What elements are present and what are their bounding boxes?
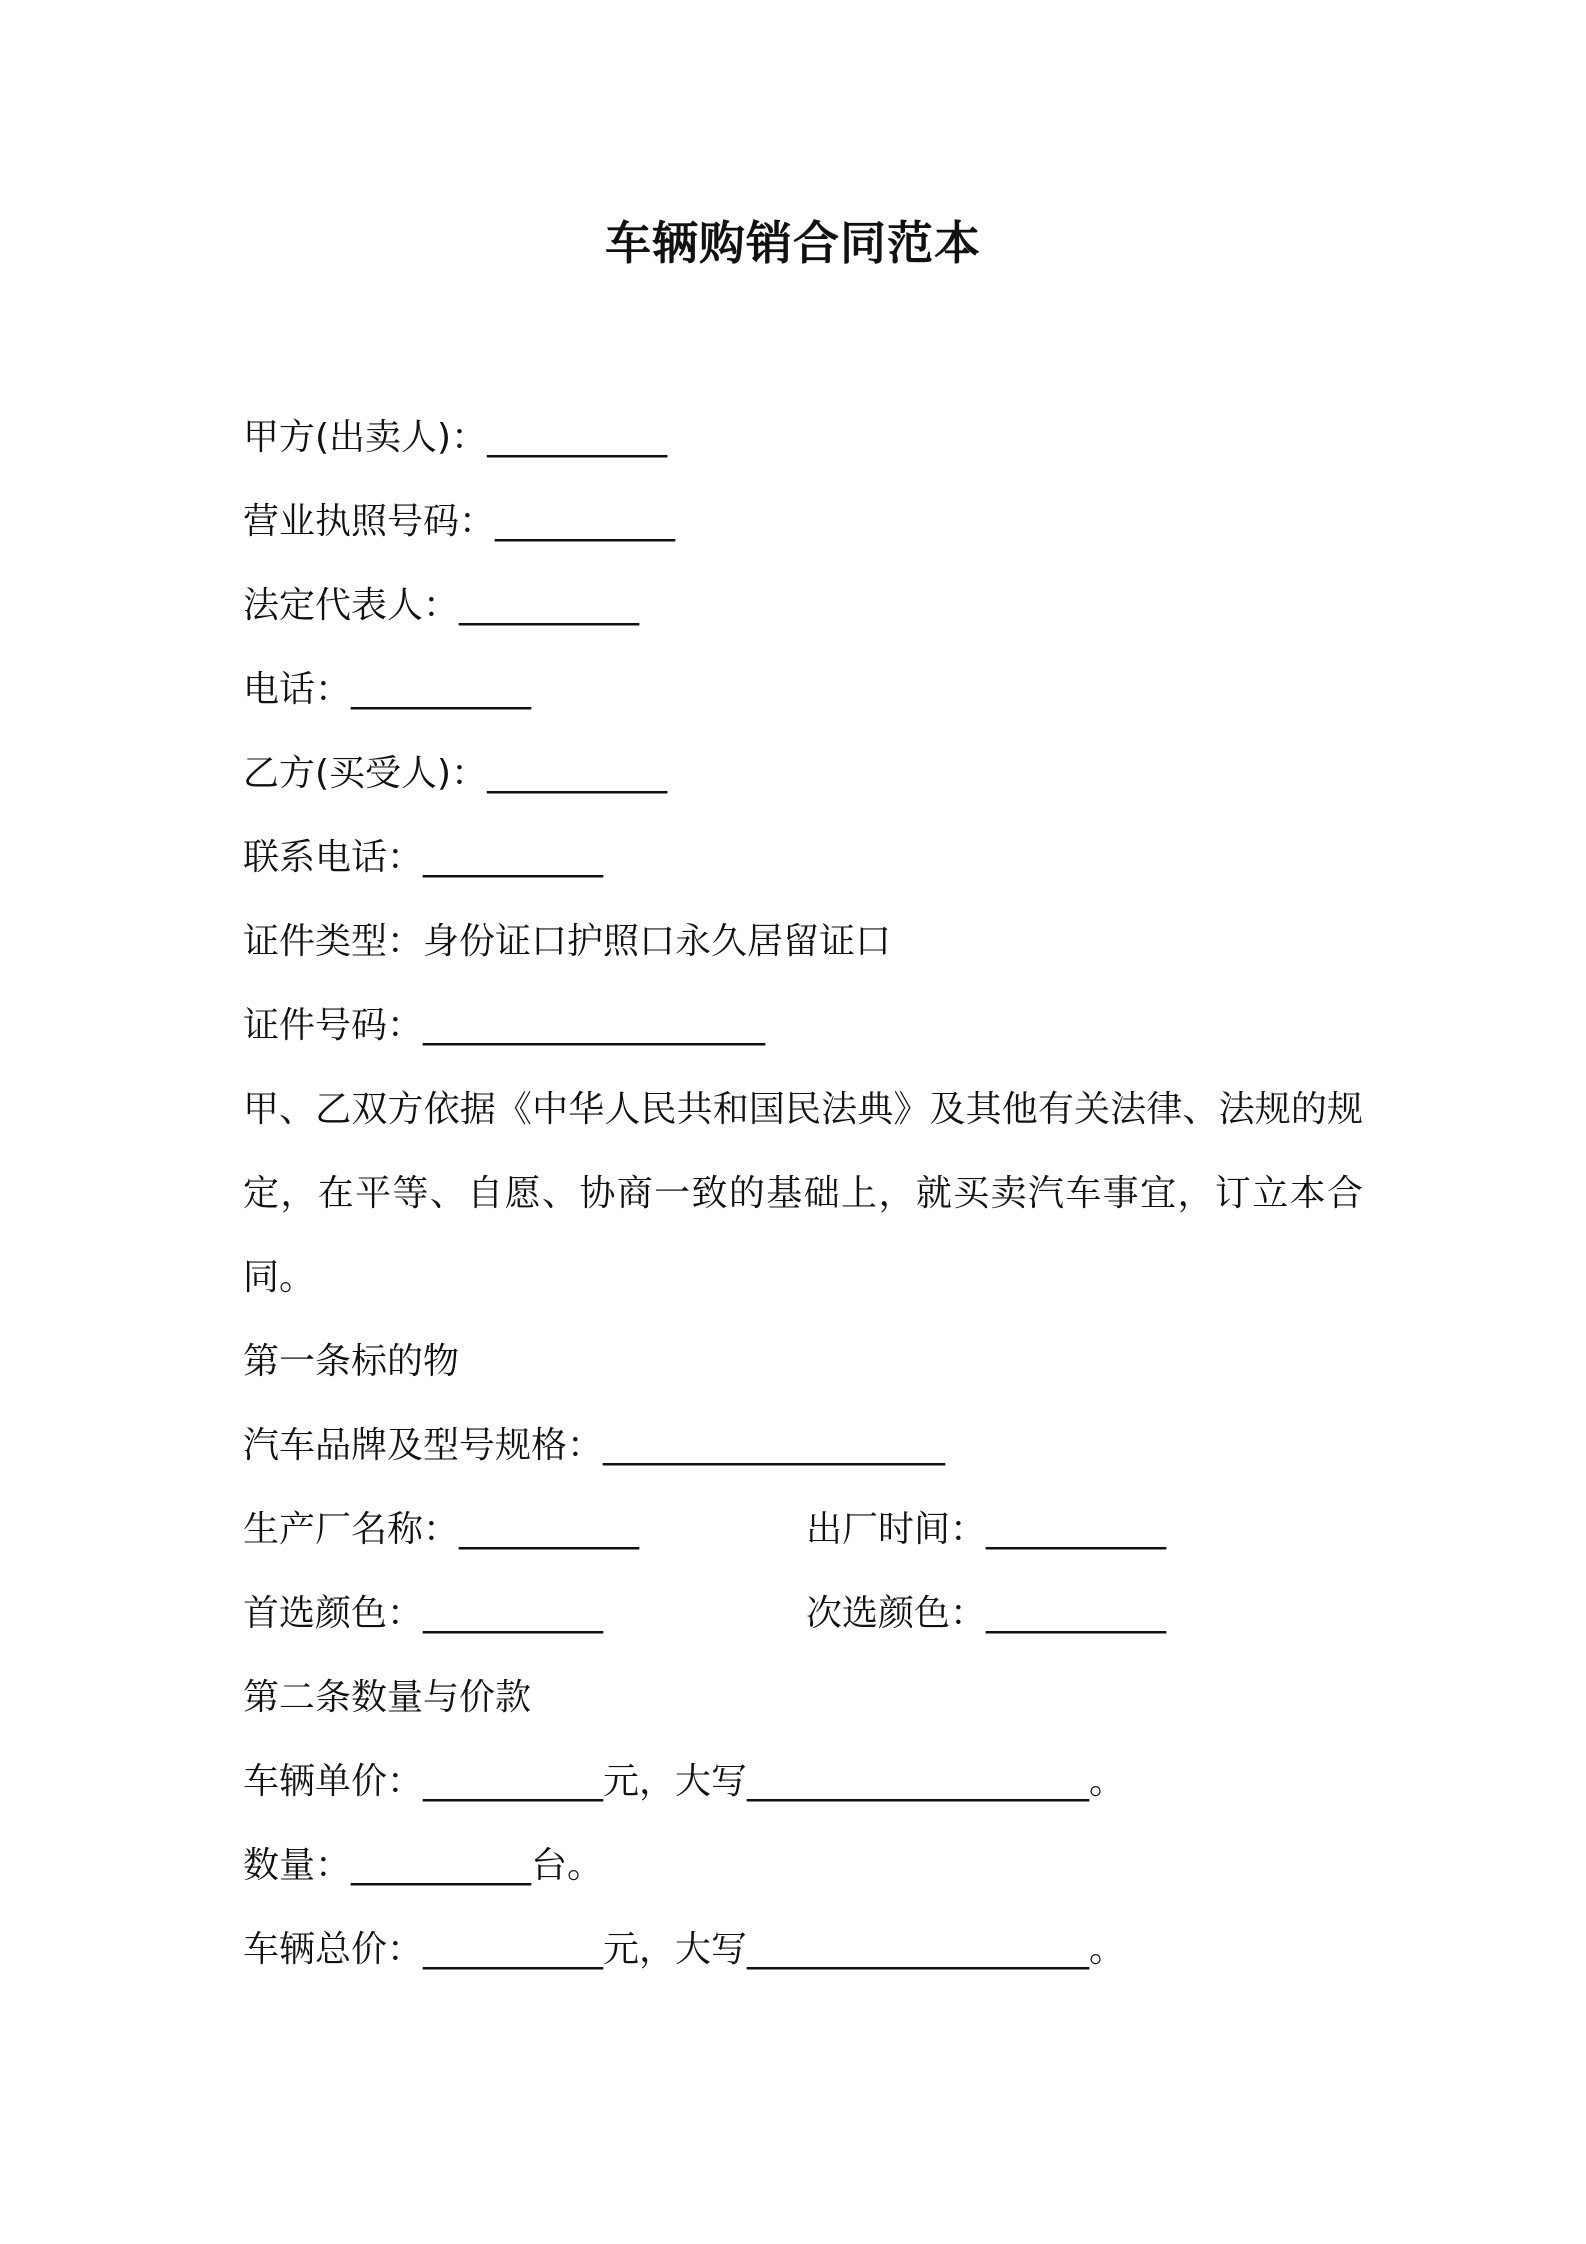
secondary-color-field: 次选颜色：__________ bbox=[806, 1593, 1167, 1634]
unit-price-field: 车辆单价：__________元，大写___________________。 bbox=[243, 1761, 1126, 1802]
contact-phone-field: 联系电话：__________ bbox=[243, 837, 604, 878]
quantity-field: 数量：__________台。 bbox=[243, 1845, 604, 1886]
legal-representative-field: 法定代表人：__________ bbox=[243, 585, 640, 626]
id-number-field: 证件号码：___________________ bbox=[243, 1005, 766, 1046]
phone-field: 电话：__________ bbox=[243, 669, 532, 710]
document-title: 车辆购销合同范本 bbox=[605, 216, 981, 270]
manufacturer-field: 生产厂名称：__________ bbox=[243, 1509, 640, 1550]
total-price-field: 车辆总价：__________元，大写___________________。 bbox=[243, 1929, 1126, 1970]
article-1-heading: 第一条标的物 bbox=[243, 1341, 460, 1382]
primary-color-field: 首选颜色：__________ bbox=[243, 1593, 604, 1634]
id-type-field: 证件类型：身份证口护照口永久居留证口 bbox=[243, 921, 892, 962]
license-number-field: 营业执照号码：__________ bbox=[243, 501, 676, 542]
factory-date-field: 出厂时间：__________ bbox=[806, 1509, 1167, 1550]
buyer-field: 乙方(买受人)：__________ bbox=[243, 753, 668, 794]
article-2-heading: 第二条数量与价款 bbox=[243, 1677, 532, 1718]
seller-field: 甲方(出卖人)：__________ bbox=[243, 417, 668, 458]
brand-model-field: 汽车品牌及型号规格：___________________ bbox=[243, 1425, 946, 1466]
preamble-paragraph: 甲、乙双方依据《中华人民共和国民法典》及其他有关法律、法规的规定，在平等、自愿、协商一致的基础上，就买卖汽车事宜，订立本合同。 bbox=[243, 1089, 1363, 1298]
